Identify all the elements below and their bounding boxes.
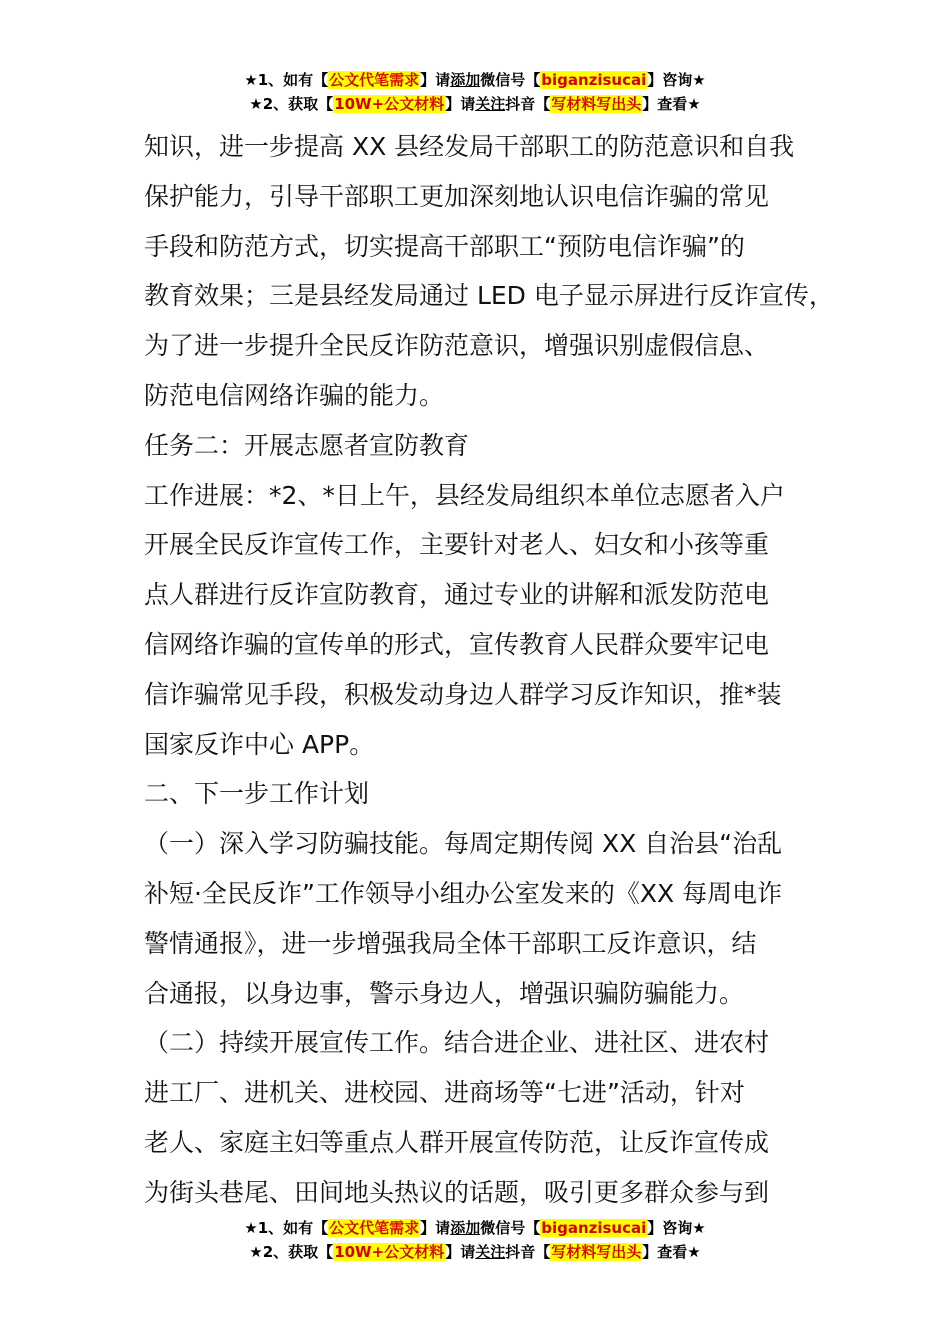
underlined-text: 关注 [475, 1243, 506, 1261]
body-line: 为了进一步提升全民反诈防范意识，增强识别虚假信息、 [144, 331, 770, 361]
banner-text: 】请 [445, 95, 476, 113]
body-line: 手段和防范方式，切实提高干部职工“预防电信诈骗”的 [144, 231, 745, 261]
banner-text: 抖音【 [505, 1243, 551, 1261]
highlight-text: 10W+公文材料 [334, 95, 445, 113]
body-line: 信网络诈骗的宣传单的形式，宣传教育人民群众要牢记电 [144, 629, 770, 659]
banner-text: 】咨询★ [647, 71, 706, 89]
underlined-text: 关注 [475, 95, 506, 113]
wechat-id: biganzisucai [541, 1219, 647, 1237]
body-line: 合通报，以身边事，警示身边人，增强识骗防骗能力。 [144, 978, 745, 1008]
body-line: 补短·全民反诈”工作领导小组办公室发来的《XX 每周电诈 [144, 878, 783, 908]
body-line: 教育效果；三是县经发局通过 LED 电子显示屏进行反诈宣传， [144, 281, 834, 311]
body-line: 警情通报》，进一步增强我局全体干部职工反诈意识，结 [144, 928, 757, 958]
banner-text: 】请 [420, 1219, 451, 1237]
body-line: 防范电信网络诈骗的能力。 [144, 380, 445, 410]
footer-banner [0, 1216, 950, 1264]
banner-text: 微信号【 [480, 71, 541, 89]
banner-text: 】请 [445, 1243, 476, 1261]
body-line: 信诈骗常见手段，积极发动身边人群学习反诈知识，推*装 [144, 679, 782, 709]
highlight-text: 10W+公文材料 [334, 1243, 445, 1261]
section-heading: 二、下一步工作计划 [144, 779, 370, 809]
banner-text: 】咨询★ [647, 1219, 706, 1237]
banner-text: ★2、获取【 [249, 95, 334, 113]
banner-text: 微信号【 [480, 1219, 541, 1237]
body-line: 点人群进行反诈宣防教育，通过专业的讲解和派发防范电 [144, 580, 770, 610]
underlined-text: 添加 [450, 1219, 481, 1237]
banner-text: 抖音【 [505, 95, 551, 113]
body-line: （一）深入学习防骗技能。每周定期传阅 XX 自治县“治乱 [144, 829, 783, 859]
body-line: 进工厂、进机关、进校园、进商场等“七进”活动，针对 [144, 1078, 745, 1108]
banner-text: ★1、如有【 [244, 1219, 329, 1237]
banner-text: ★2、获取【 [249, 1243, 334, 1261]
douyin-id: 写材料写出头 [551, 95, 642, 113]
wechat-id: biganzisucai [541, 71, 647, 89]
body-line: （二）持续开展宣传工作。结合进企业、进社区、进农村 [144, 1028, 770, 1058]
document-body [144, 122, 834, 1218]
section-heading: 任务二：开展志愿者宣防教育 [144, 430, 470, 460]
banner-line-2 [0, 92, 950, 116]
banner-line-1 [0, 1216, 950, 1240]
body-line: 老人、家庭主妇等重点人群开展宣传防范，让反诈宣传成 [144, 1127, 770, 1157]
body-line: 知识，进一步提高 XX 县经发局干部职工的防范意识和自我 [144, 132, 795, 161]
banner-line-2 [0, 1240, 950, 1264]
body-line: 保护能力，引导干部职工更加深刻地认识电信诈骗的常见 [144, 181, 770, 211]
body-line: 开展全民反诈宣传工作，主要针对老人、妇女和小孩等重 [144, 530, 770, 560]
banner-text: 】查看★ [642, 95, 701, 113]
banner-text: 】查看★ [642, 1243, 701, 1261]
douyin-id: 写材料写出头 [551, 1243, 642, 1261]
body-line: 为街头巷尾、田间地头热议的话题，吸引更多群众参与到 [144, 1177, 770, 1207]
underlined-text: 添加 [450, 71, 481, 89]
highlight-text: 公文代笔需求 [329, 1219, 420, 1237]
body-line: 工作进展：*2、*日上午，县经发局组织本单位志愿者入户 [144, 480, 785, 510]
header-banner [0, 68, 950, 116]
banner-line-1 [0, 68, 950, 92]
body-line: 国家反诈中心 APP。 [144, 729, 375, 759]
highlight-text: 公文代笔需求 [329, 71, 420, 89]
banner-text: ★1、如有【 [244, 71, 329, 89]
banner-text: 】请 [420, 71, 451, 89]
